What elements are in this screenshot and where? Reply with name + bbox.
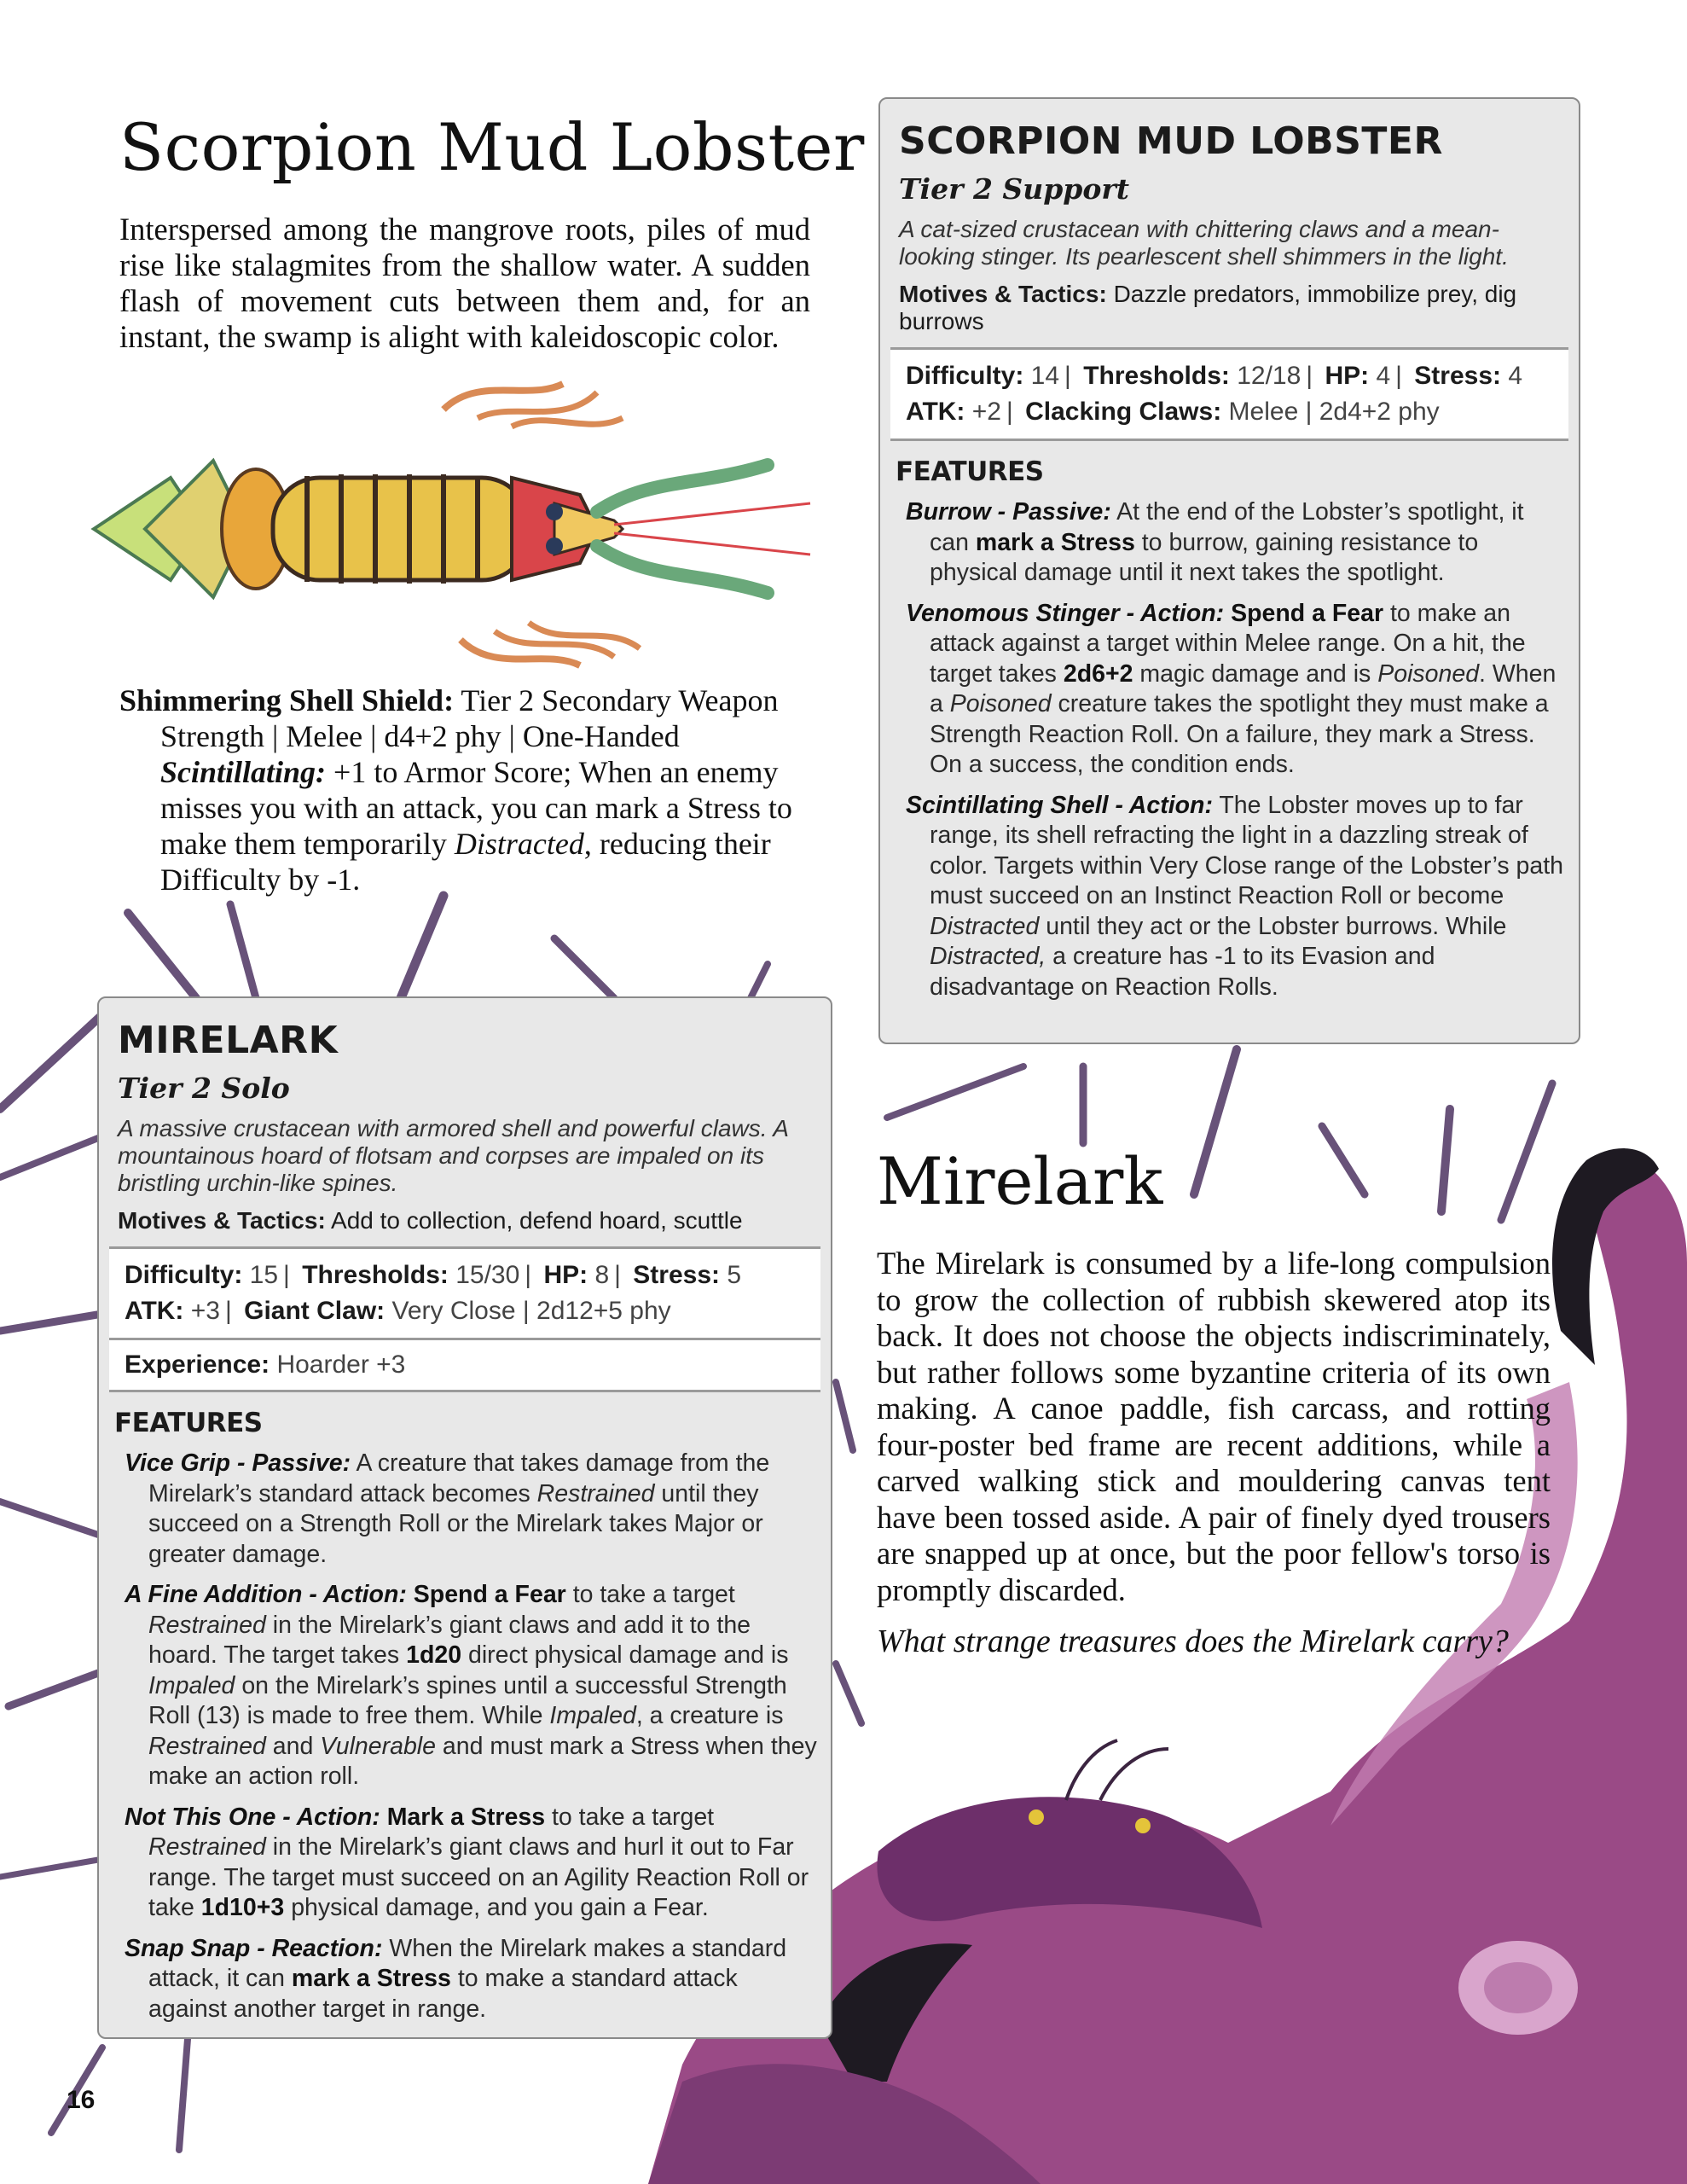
feature-bold: 1d20 — [406, 1641, 462, 1669]
feature-scintillating-shell — [880, 791, 1579, 1003]
weapon-entry — [119, 682, 819, 897]
feature-text: physical damage, and you gain a Fear. — [291, 1894, 709, 1921]
feature-name: Vice Grip - Passive: — [125, 1449, 351, 1477]
scorpion-mud-lobster-illustration — [94, 384, 810, 665]
feature-text: until they succeed on a Strength Roll or the Mirelark takes Major or greater damage. — [148, 1479, 763, 1568]
feature-bold: Spend a Fear — [413, 1581, 566, 1608]
attack-value: Very Close | 2d12+5 phy — [391, 1297, 671, 1325]
stress-label: Stress: — [633, 1261, 720, 1289]
atk-label: ATK: — [906, 398, 965, 426]
feature-condition: Impaled — [148, 1671, 235, 1699]
weapon-feature-name: Scintillating: — [160, 755, 327, 789]
feature-bold: 2d6+2 — [1063, 659, 1133, 688]
feature-condition: Poisoned — [1377, 659, 1480, 688]
lobster-description: A cat-sized crustacean with chittering claws and a mean-looking stinger. Its pearlescent shell shimmers in the light. — [899, 216, 1509, 270]
feature-text: direct physical damage and is — [467, 1641, 789, 1669]
feature-name: Venomous Stinger - Action: — [906, 599, 1225, 627]
lobster-stat-block — [878, 97, 1580, 1044]
motives-label: Motives & Tactics: — [118, 1207, 326, 1234]
feature-condition: Restrained — [148, 1732, 266, 1760]
feature-bold: 1d10+3 — [200, 1894, 285, 1921]
thresholds-label: Thresholds: — [1083, 362, 1230, 390]
mirelark-title: Mirelark — [877, 1143, 1163, 1219]
feature-text: The Lobster moves up to far range, its shell refracting the light in a dazzling streak of color. Targets within Very Close range of the Lobster’s path must succeed on an Instinct Reaction Roll or become — [930, 791, 1564, 909]
attack-value: Melee | 2d4+2 phy — [1228, 398, 1440, 426]
feature-text: to burrow, gaining resistance to physical damage until it next takes the spotlight. — [930, 528, 1479, 586]
mirelark-features-heading: FEATURES — [114, 1408, 263, 1438]
feature-bold: mark a Stress — [975, 528, 1135, 556]
experience-label: Experience: — [125, 1350, 270, 1379]
feature-bold: Spend a Fear — [1231, 599, 1384, 627]
stress-value: 5 — [727, 1261, 742, 1289]
difficulty-value: 15 — [249, 1261, 279, 1289]
feature-text: to take a target — [551, 1803, 715, 1831]
feature-snap-snap — [99, 1934, 831, 2025]
feature-condition: Impaled — [549, 1702, 636, 1729]
feature-text: in the Mirelark’s giant claws and hurl it out to Far range. The target must succeed on an Agility Reaction Roll or take — [148, 1833, 809, 1921]
attack-label: Clacking Claws: — [1025, 398, 1222, 426]
feature-text: to take a target — [572, 1581, 735, 1608]
feature-venomous-stinger — [880, 599, 1579, 781]
feature-name: Not This One - Action: — [125, 1803, 380, 1831]
feature-condition: Restrained — [148, 1611, 266, 1639]
lobster-tier: Tier 2 Support — [899, 172, 1130, 206]
mirelark-description: A massive crustacean with armored shell and powerful claws. A mountainous hoard of flotsam and corpses are impaled on its bristling urchin-like spines. — [118, 1115, 788, 1196]
feature-text: on the Mirelark’s spines until a successful Strength Roll (13) is made to free them. While — [148, 1671, 787, 1729]
feature-name: A Fine Addition - Action: — [125, 1581, 407, 1608]
lobster-intro: Interspersed among the mangrove roots, piles of mud rise like stalagmites from the shallow water. A sudden flash of movement cuts between them and, for an instant, the swamp is alight with kaleidoscopic color. — [119, 212, 810, 354]
attack-label: Giant Claw: — [244, 1297, 386, 1325]
experience-value: Hoarder +3 — [276, 1350, 406, 1379]
feature-text: creature takes the spotlight they must make a Strength Reaction Roll. On a failure, they mark a Stress. On a success, the condition ends. — [930, 690, 1549, 778]
feature-vice-grip — [99, 1449, 831, 1570]
feature-text: When the Mirelark makes a standard attack, it can — [148, 1934, 787, 1992]
weapon-feature-text-end: , reducing their Difficulty by -1. — [160, 827, 771, 897]
weapon-traits: Strength | Melee | d4+2 phy | One-Handed — [160, 719, 680, 753]
mirelark-name: MIRELARK — [118, 1019, 339, 1062]
thresholds-value: 15/30 — [455, 1261, 520, 1289]
feature-text: magic damage and is — [1139, 659, 1371, 688]
feature-bold: Mark a Stress — [386, 1803, 546, 1831]
page-number: 16 — [67, 2086, 96, 2114]
mirelark-experience — [109, 1340, 820, 1392]
motives-value: Add to collection, defend hoard, scuttle — [331, 1207, 743, 1234]
weapon-name: Shimmering Shell Shield: — [119, 683, 455, 717]
feature-text: At the end of the Lobster’s spotlight, it can — [930, 498, 1524, 556]
stress-value: 4 — [1508, 362, 1523, 390]
feature-not-this-one — [99, 1803, 831, 1924]
feature-condition: Vulnerable — [320, 1732, 436, 1760]
feature-burrow — [880, 497, 1579, 589]
feature-text: to make a standard attack against another target in range. — [148, 1965, 738, 2023]
feature-text: A creature that takes damage from the Mirelark’s standard attack becomes — [148, 1449, 770, 1507]
mirelark-stats: Difficulty: 15 | Thresholds: 15/30 | HP: 8 | Stress: 5 ATK: +3 | Giant Claw: Very Close | 2d12+5 phy — [109, 1246, 820, 1340]
hp-label: HP: — [543, 1261, 588, 1289]
thresholds-value: 12/18 — [1237, 362, 1301, 390]
feature-text: to make an attack against a target within Melee range. On a hit, the target takes — [930, 599, 1526, 688]
mirelark-body: The Mirelark is consumed by a life-long compulsion to grow the collection of rubbish skewered atop its back. It does not choose the objects indiscriminately, but rather follows some byzantine criteria of its own making. A canoe paddle, fish carcass, and rotting four-poster bed frame are recent additions, while a carved walking stick and mouldering canvas tent have been tossed aside. A pair of finely dyed trousers are snapped up at once, but the poor fellow's torso is promptly discarded. — [877, 1246, 1551, 1607]
hp-label: HP: — [1325, 362, 1370, 390]
lobster-title: Scorpion Mud Lobster — [119, 109, 865, 185]
feature-text: and must mark a Stress when they make an action roll. — [148, 1732, 817, 1790]
feature-name: Scintillating Shell - Action: — [906, 791, 1213, 819]
feature-condition: Distracted, — [930, 943, 1046, 970]
atk-value: +3 — [190, 1297, 220, 1325]
hp-value: 4 — [1376, 362, 1391, 390]
feature-a-fine-addition — [99, 1580, 831, 1792]
weapon-feature-condition: Distracted — [454, 827, 584, 861]
feature-bold: mark a Stress — [291, 1965, 451, 1992]
feature-text: a creature has -1 to its Evasion and disadvantage on Reaction Rolls. — [930, 943, 1435, 1001]
feature-name: Snap Snap - Reaction: — [125, 1934, 383, 1962]
mirelark-question: What strange treasures does the Mirelark carry? — [877, 1623, 1509, 1659]
thresholds-label: Thresholds: — [302, 1261, 449, 1289]
mirelark-stat-block — [97, 996, 832, 2039]
stress-label: Stress: — [1414, 362, 1501, 390]
atk-label: ATK: — [125, 1297, 184, 1325]
feature-condition: Restrained — [536, 1479, 655, 1507]
mirelark-tier: Tier 2 Solo — [118, 1072, 290, 1105]
feature-text: , a creature is — [635, 1702, 784, 1729]
feature-condition: Distracted — [930, 912, 1040, 940]
lobster-motives — [880, 281, 1579, 335]
feature-text: and — [272, 1732, 314, 1760]
feature-text: until they act or the Lobster burrows. While — [1046, 912, 1507, 940]
hp-value: 8 — [594, 1261, 610, 1289]
lobster-stats: Difficulty: 14 | Thresholds: 12/18 | HP: 4 | Stress: 4 ATK: +2 | Clacking Claws: Melee | 2d4+2 phy — [890, 347, 1568, 441]
feature-condition: Poisoned — [949, 690, 1052, 717]
feature-condition: Restrained — [148, 1833, 266, 1861]
weapon-feature-text: +1 to Armor Score; When an enemy misses you with an attack, you can mark a Stress to make them temporarily — [160, 755, 792, 861]
feature-text: . When a — [930, 659, 1557, 717]
atk-value: +2 — [971, 398, 1001, 426]
lobster-features-heading: FEATURES — [896, 456, 1044, 487]
weapon-type: Tier 2 Secondary Weapon — [461, 683, 779, 717]
difficulty-label: Difficulty: — [125, 1261, 243, 1289]
feature-text: in the Mirelark’s giant claws and add it to the hoard. The target takes — [148, 1611, 751, 1669]
motives-value: Dazzle predators, immobilize prey, dig burrows — [899, 281, 1517, 334]
motives-label: Motives & Tactics: — [899, 281, 1107, 307]
feature-name: Burrow - Passive: — [906, 498, 1111, 526]
difficulty-value: 14 — [1030, 362, 1060, 390]
mirelark-motives — [99, 1207, 831, 1234]
lobster-name: SCORPION MUD LOBSTER — [899, 119, 1443, 163]
difficulty-label: Difficulty: — [906, 362, 1024, 390]
